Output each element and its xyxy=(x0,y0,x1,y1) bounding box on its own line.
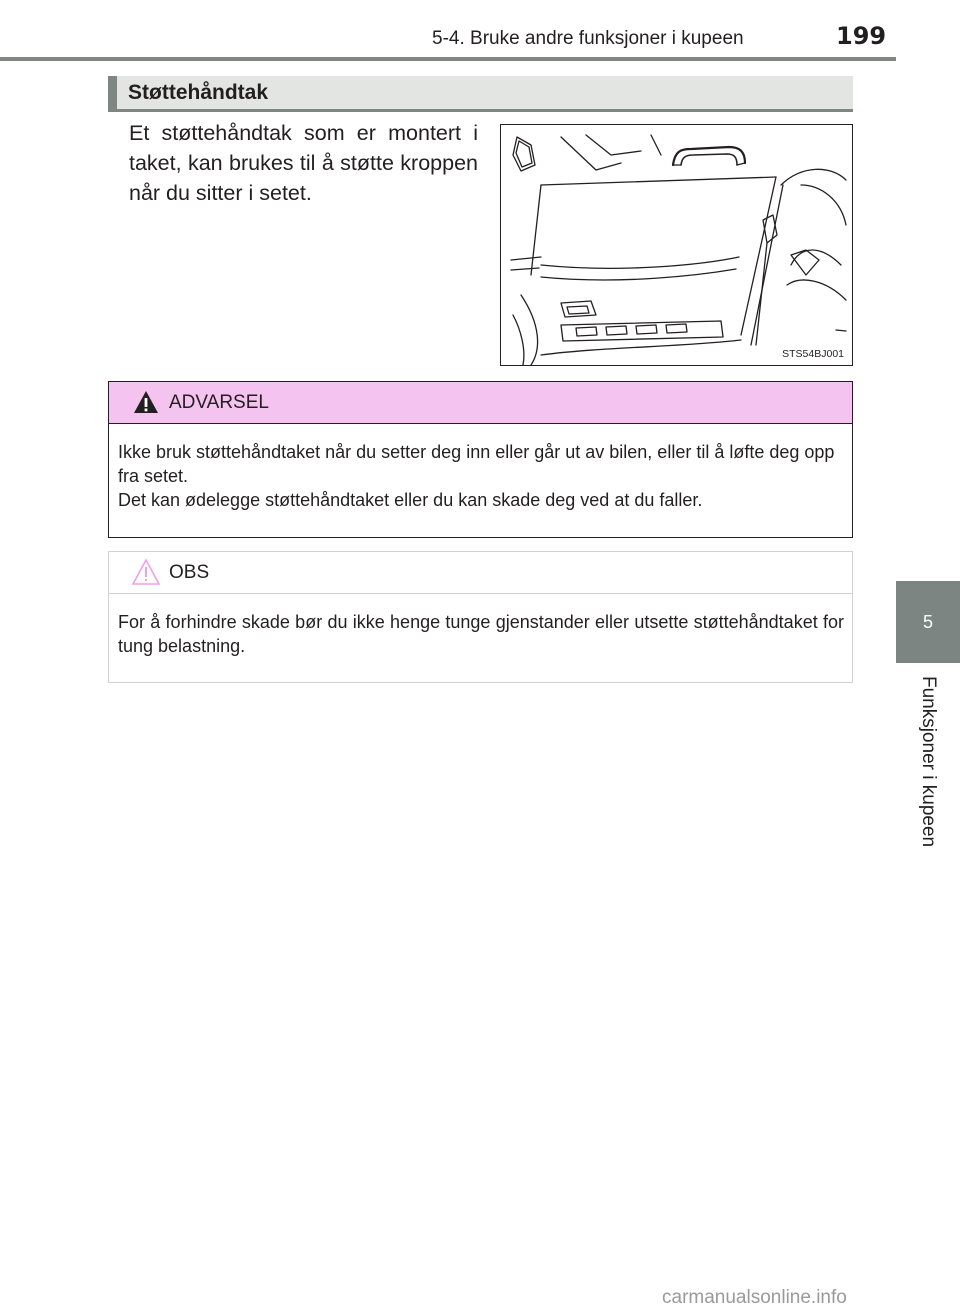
page-number: 199 xyxy=(836,22,887,50)
warning-header xyxy=(109,382,852,424)
notice-text: For å forhindre skade bør du ikke henge tunge gjenstander eller utsette støttehåndtaket for tung belastning. xyxy=(118,612,844,656)
chapter-number: 5 xyxy=(922,612,933,632)
caution-triangle-outline-icon xyxy=(131,558,161,591)
warning-text-line2: Det kan ødelegge støttehåndtaket eller du kan skade deg ved at du faller. xyxy=(118,490,703,510)
footer-watermark: carmanualsonline.info xyxy=(662,1287,847,1308)
figure-code: STS54BJ001 xyxy=(782,348,844,360)
section-heading-text: Støttehåndtak xyxy=(128,81,269,104)
section-heading xyxy=(108,76,853,110)
assist-grip-illustration xyxy=(500,124,853,366)
warning-title: ADVARSEL xyxy=(169,392,269,413)
notice-header xyxy=(109,552,852,594)
header-divider xyxy=(0,57,896,61)
chapter-label: Funksjoner i kupeen xyxy=(918,676,939,848)
section-heading-underline xyxy=(108,109,853,112)
car-interior-drawing xyxy=(501,125,851,365)
warning-box xyxy=(108,381,853,538)
warning-triangle-icon xyxy=(133,390,159,419)
chapter-tab xyxy=(896,581,960,663)
warning-text-line1: Ikke bruk støttehåndtaket når du setter deg inn eller går ut av bilen, eller til å løfte deg opp fra setet. xyxy=(118,442,835,486)
running-header-title: 5-4. Bruke andre funksjoner i kupeen xyxy=(432,28,744,49)
notice-box xyxy=(108,551,853,683)
section-body-text: Et støttehåndtak som er montert i taket, kan brukes til å støtte kroppen når du sitter i setet. xyxy=(129,121,478,205)
notice-title: OBS xyxy=(169,562,210,583)
